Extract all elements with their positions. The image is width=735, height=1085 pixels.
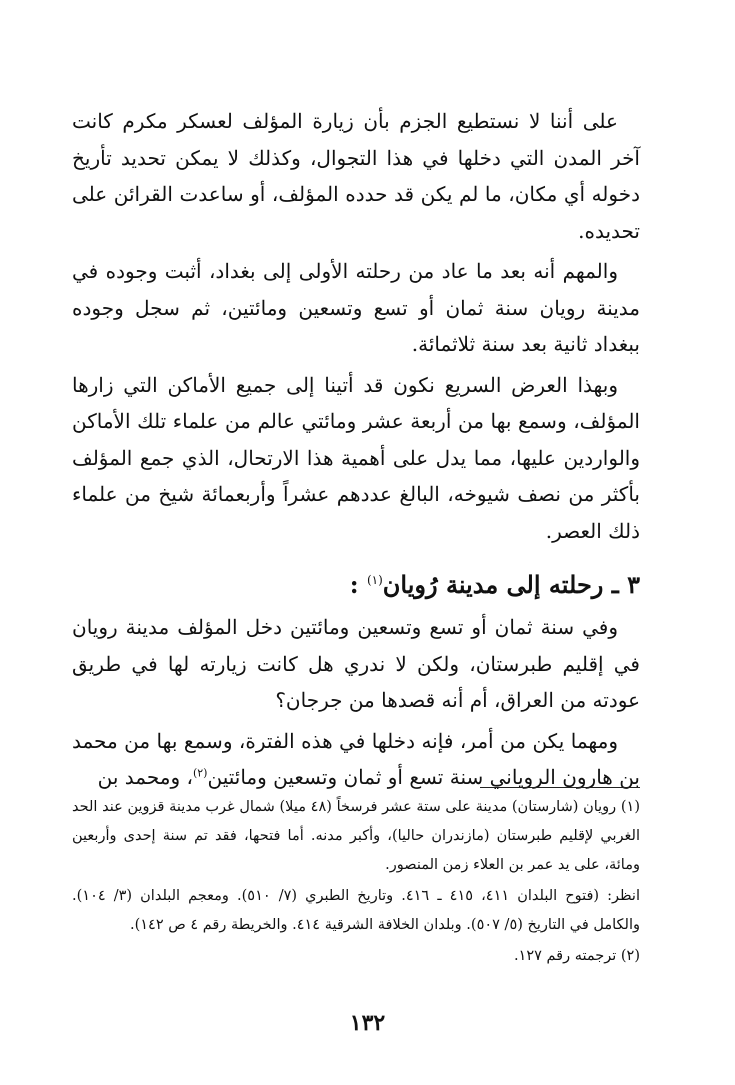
paragraph-5	[72, 723, 640, 796]
section-heading	[72, 565, 640, 605]
footnote-ref-1: (١)	[366, 573, 383, 587]
paragraph-1: على أننا لا نستطيع الجزم بأن زيارة المؤلف لعسكر مكرم كانت آخر المدن التي دخلها في هذا التجوال، وكذلك لا يمكن تحديد تأريخ دخوله أي مكان، ما لم يكن قد حدده المؤلف، أو ساعدت القرائن على تحديده.	[72, 109, 640, 243]
footnote-ref-2: (٢)	[192, 766, 208, 780]
section-heading-text: ٣ ـ رحلته إلى مدينة رُويان	[382, 570, 640, 599]
paragraph-3: وبهذا العرض السريع نكون قد أتينا إلى جميع الأماكن التي زارها المؤلف، وسمع بها من أربعة عشر ومائتي عالم من علماء تلك الأماكن والواردين عليها، مما يدل على أهمية هذا الارتحال، الذي جمع المؤلف بأكثر من نصف شيوخه، البالغ عددهم عشراً وأربعمائة شيخ من علماء ذلك العصر.	[72, 372, 640, 543]
footnotes	[72, 793, 640, 973]
footnote-1-sources: انظر: (فتوح البلدان ٤١١، ٤١٥ ـ ٤١٦. وتاريخ الطبري (٧/ ٥١٠). ومعجم البلدان (٣/ ١٠٤). والكامل في التاريخ (٥/ ٥٠٧). وبلدان الخلافة الشرقية ٤١٤. والخريطة رقم ٤ ص ١٤٢).	[72, 888, 640, 933]
paragraph-4: وفي سنة ثمان أو تسع وتسعين ومائتين دخل المؤلف مدينة رويان في إقليم طبرستان، ولكن لا ندري هل كانت زيارته لها في طريق عودته من العراق، أم أنه قصدها من جرجان؟	[72, 615, 640, 712]
page-number: ١٣٢	[349, 1010, 386, 1036]
main-text	[72, 103, 640, 800]
footnote-1: (١) رويان (شارستان) مدينة على ستة عشر فرسخاً (٤٨ ميلا) شمال غرب مدينة قزوين عند الحد الغربي لإقليم طبرستان (مازندران حاليا)، وأكبر مدنه. أما فتحها، فقد تم سنة إحدى وأربعين ومائة، على يد عمر بن العلاء زمن المنصور.	[72, 799, 640, 873]
paragraph-5-main: ومهما يكن من أمر، فإنه دخلها في هذه الفترة، وسمع بها من محمد بن هارون الروياني سنة تسع أو ثمان وتسعين ومائتين	[72, 728, 640, 789]
paragraph-5-tail: ، ومحمد بن	[97, 765, 193, 789]
heading-colon: :	[349, 570, 359, 599]
footnote-separator	[480, 787, 640, 788]
footnote-2: (٢) ترجمته رقم ١٢٧.	[513, 948, 640, 964]
paragraph-2: والمهم أنه بعد ما عاد من رحلته الأولى إلى بغداد، أثبت وجوده في مدينة رويان سنة ثمان أو تسع وتسعين ومائتين، ثم سجل وجوده ببغداد ثانية بعد سنة ثلاثمائة.	[72, 259, 640, 356]
